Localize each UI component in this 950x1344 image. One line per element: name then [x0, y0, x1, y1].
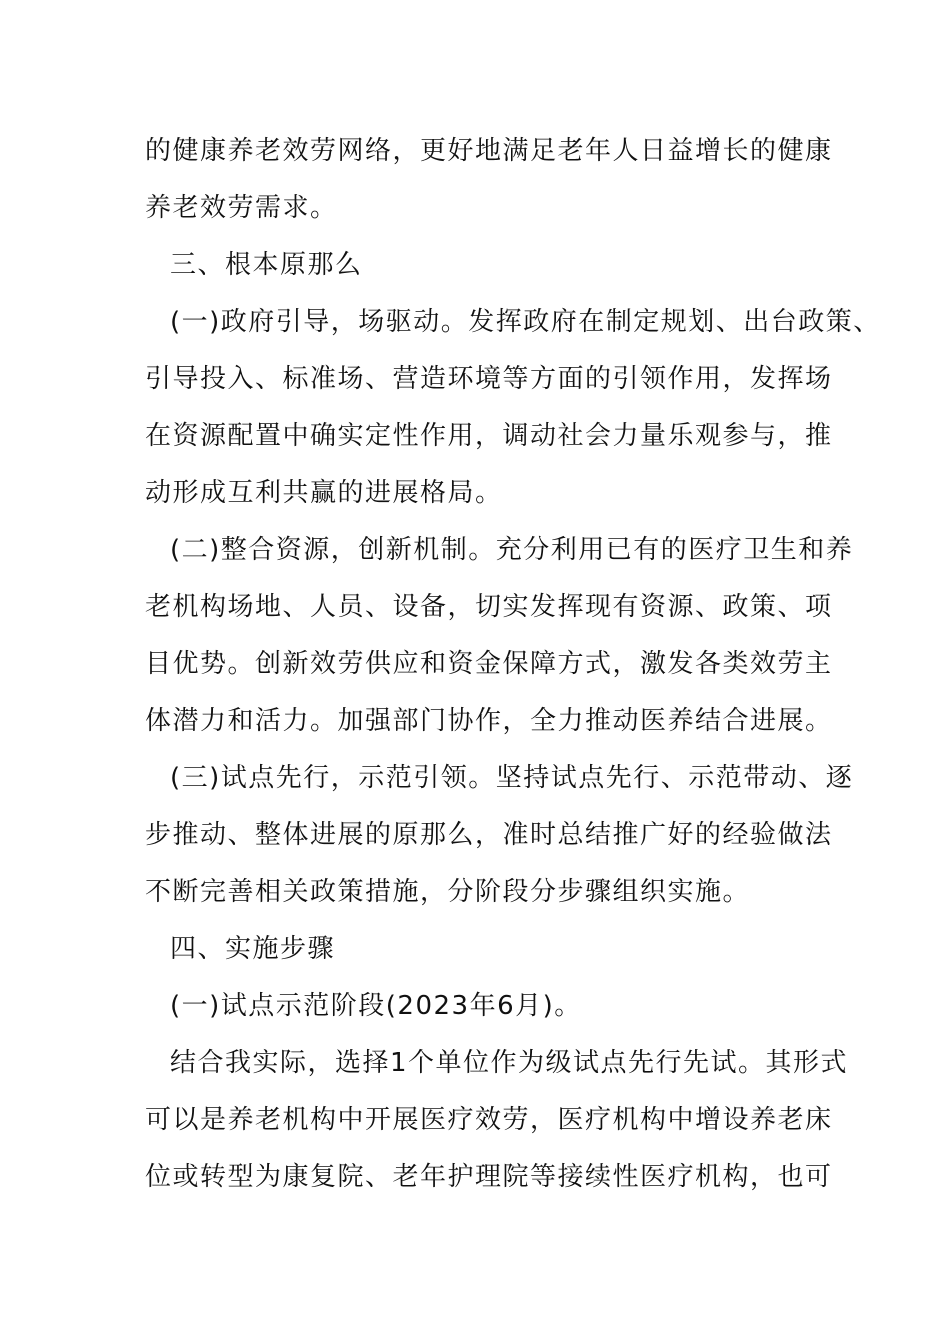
- body-text-line: 的健康养老效劳网络，更好地满足老年人日益增长的健康: [145, 136, 833, 166]
- body-text-line: (二)整合资源，创新机制。充分利用已有的医疗卫生和养: [170, 535, 854, 565]
- section-heading: 四、实施步骤: [170, 934, 336, 964]
- body-text-line: 可以是养老机构中开展医疗效劳，医疗机构中增设养老床: [145, 1105, 833, 1135]
- body-text-line: 引导投入、标准场、营造环境等方面的引领作用，发挥场: [145, 364, 833, 394]
- body-text-line: 目优势。创新效劳供应和资金保障方式，激发各类效劳主: [145, 649, 833, 679]
- body-text-line: 位或转型为康复院、老年护理院等接续性医疗机构，也可: [145, 1162, 833, 1192]
- body-text-line: 步推动、整体进展的原那么，准时总结推广好的经验做法: [145, 820, 833, 850]
- section-heading: 三、根本原那么: [170, 250, 363, 280]
- body-text-line: 不断完善相关政策措施，分阶段分步骤组织实施。: [145, 877, 751, 907]
- body-text-line: 养老效劳需求。: [145, 193, 338, 223]
- body-text-line: 动形成互利共赢的进展格局。: [145, 478, 503, 508]
- body-text-line: 体潜力和活力。加强部门协作，全力推动医养结合进展。: [145, 706, 833, 736]
- body-text-line: 结合我实际，选择1个单位作为级试点先行先试。其形式: [170, 1048, 849, 1078]
- body-text-line: 在资源配置中确实定性作用，调动社会力量乐观参与，推: [145, 421, 833, 451]
- body-text-line: 老机构场地、人员、设备，切实发挥现有资源、政策、项: [145, 592, 833, 622]
- body-text-line: (三)试点先行，示范引领。坚持试点先行、示范带动、逐: [170, 763, 854, 793]
- subsection-heading: (一)试点示范阶段(2023年6月)。: [170, 991, 582, 1021]
- body-text-line: (一)政府引导，场驱动。发挥政府在制定规划、出台政策、: [170, 307, 881, 337]
